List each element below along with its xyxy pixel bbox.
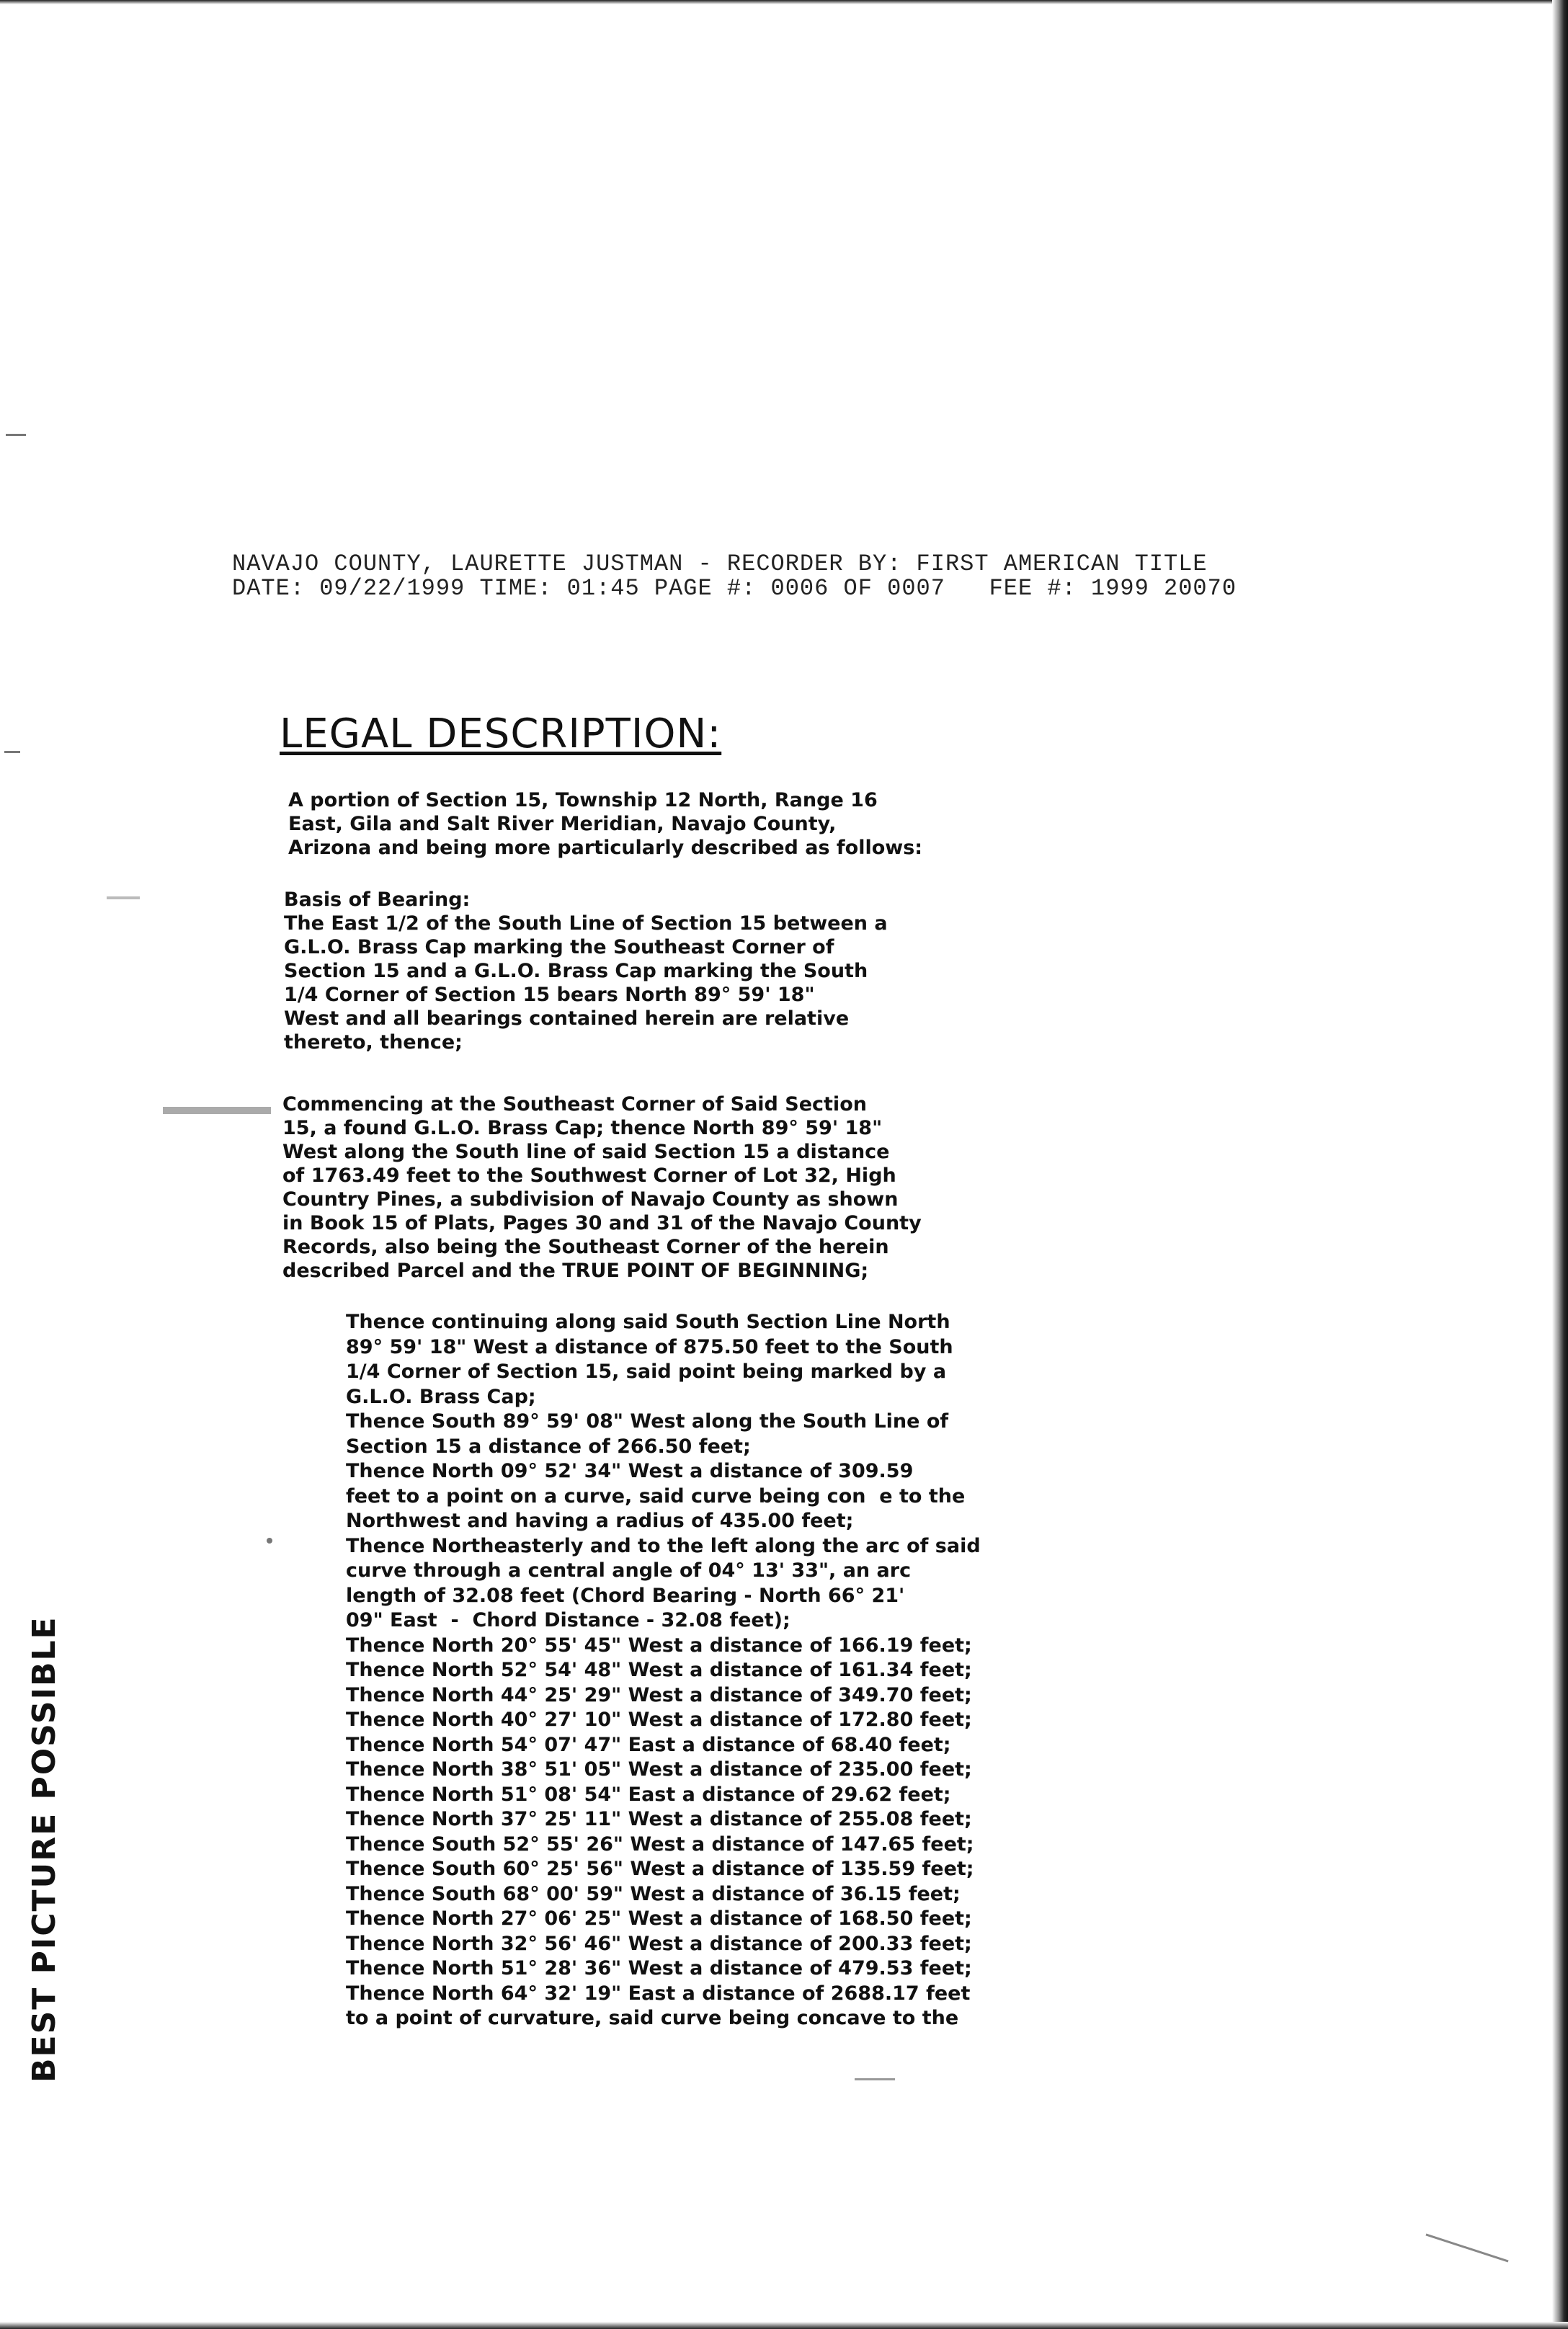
scan-mark [855, 2078, 895, 2080]
course-line: Thence North 32° 56' 46" West a distance of 200.33 feet; [346, 1932, 972, 1955]
courses-paragraph [346, 1310, 981, 2031]
scan-bottom-edge [0, 2322, 1568, 2329]
commencing-line: in Book 15 of Plats, Pages 30 and 31 of the Navajo County [282, 1212, 922, 1234]
basis-line: 1/4 Corner of Section 15 bears North 89° 59' 18" [284, 984, 815, 1006]
scan-mark [107, 896, 140, 899]
scan-top-edge [0, 0, 1568, 4]
basis-line: West and all bearings contained herein are relative [284, 1007, 850, 1030]
commencing-line: described Parcel and the TRUE POINT OF BEGINNING; [282, 1260, 869, 1282]
course-line: G.L.O. Brass Cap; [346, 1385, 536, 1408]
basis-line: Basis of Bearing: [284, 889, 471, 911]
course-line: curve through a central angle of 04° 13' 33", an arc [346, 1559, 912, 1582]
commencing-line: Country Pines, a subdivision of Navajo County as shown [282, 1188, 899, 1211]
course-line: Thence North 20° 55' 45" West a distance of 166.19 feet; [346, 1634, 972, 1657]
scan-mark [4, 751, 20, 753]
intro-line: Arizona and being more particularly described as follows: [288, 837, 923, 859]
intro-paragraph [288, 788, 922, 860]
intro-line: A portion of Section 15, Township 12 North, Range 16 [288, 789, 878, 811]
commencing-line: 15, a found G.L.O. Brass Cap; thence North 89° 59' 18" [282, 1117, 883, 1139]
course-line: Thence North 40° 27' 10" West a distance of 172.80 feet; [346, 1709, 972, 1731]
course-line: Thence North 51° 28' 36" West a distance of 479.53 feet; [346, 1957, 972, 1980]
commencing-paragraph [282, 1092, 922, 1283]
course-line: Thence South 60° 25' 56" West a distance of 135.59 feet; [346, 1858, 974, 1880]
course-line: Thence South 89° 59' 08" West along the South Line of [346, 1410, 949, 1433]
scan-right-edge [1552, 0, 1568, 2329]
course-line: Section 15 a distance of 266.50 feet; [346, 1435, 751, 1458]
course-line: length of 32.08 feet (Chord Bearing - North 66° 21' [346, 1584, 905, 1607]
recording-header [232, 552, 1313, 601]
course-line: Thence North 44° 25' 29" West a distance of 349.70 feet; [346, 1683, 972, 1706]
commencing-line: West along the South line of said Section 15 a distance [282, 1141, 890, 1163]
course-line: Thence South 52° 55' 26" West a distance of 147.65 feet; [346, 1833, 974, 1856]
recording-header-line-2: DATE: 09/22/1999 TIME: 01:45 PAGE #: 0006 OF 0007 FEE #: 1999 20070 [232, 575, 1237, 602]
course-line: Thence North 38° 51' 05" West a distance of 235.00 feet; [346, 1758, 972, 1781]
course-line: Thence North 27° 06' 25" West a distance of 168.50 feet; [346, 1907, 972, 1930]
course-line: to a point of curvature, said curve being concave to the [346, 2007, 959, 2029]
course-line: feet to a point on a curve, said curve being con e to the [346, 1484, 966, 1508]
course-line: Thence Northeasterly and to the left along the arc of said [346, 1534, 981, 1557]
best-picture-possible-stamp: BEST PICTURE POSSIBLE [26, 1616, 63, 2083]
commencing-line: Commencing at the Southeast Corner of Said Section [282, 1093, 867, 1115]
scan-mark [163, 1107, 271, 1114]
scan-mark [1425, 2234, 1508, 2263]
course-line: Thence South 68° 00' 59" West a distance of 36.15 feet; [346, 1882, 961, 1905]
basis-line: thereto, thence; [284, 1031, 463, 1054]
basis-line: The East 1/2 of the South Line of Section 15 between a [284, 912, 888, 935]
course-line: Thence North 54° 07' 47" East a distance of 68.40 feet; [346, 1733, 951, 1756]
course-line: Thence North 51° 08' 54" East a distance of 29.62 feet; [346, 1783, 951, 1806]
recording-header-line-1: NAVAJO COUNTY, LAURETTE JUSTMAN - RECORDER BY: FIRST AMERICAN TITLE [232, 551, 1208, 577]
course-line: 89° 59' 18" West a distance of 875.50 feet to the South [346, 1335, 953, 1358]
basis-line: Section 15 and a G.L.O. Brass Cap marking the South [284, 960, 868, 982]
course-line: Thence continuing along said South Section Line North [346, 1311, 950, 1333]
course-line: Thence North 64° 32' 19" East a distance of 2688.17 feet [346, 1982, 971, 2005]
course-line: Thence North 09° 52' 34" West a distance of 309.59 [346, 1460, 914, 1482]
course-line: 1/4 Corner of Section 15, said point being marked by a [346, 1361, 947, 1383]
legal-description-heading: LEGAL DESCRIPTION: [280, 711, 722, 757]
scan-mark [267, 1538, 272, 1544]
course-line: 09" East - Chord Distance - 32.08 feet); [346, 1609, 790, 1631]
basis-line: G.L.O. Brass Cap marking the Southeast Corner of [284, 936, 834, 958]
scan-mark [6, 434, 26, 436]
commencing-line: of 1763.49 feet to the Southwest Corner of Lot 32, High [282, 1164, 896, 1187]
intro-line: East, Gila and Salt River Meridian, Navajo County, [288, 813, 837, 835]
course-line: Thence North 52° 54' 48" West a distance of 161.34 feet; [346, 1659, 972, 1681]
basis-of-bearing-paragraph [284, 888, 888, 1054]
commencing-line: Records, also being the Southeast Corner of the herein [282, 1236, 889, 1258]
course-line: Thence North 37° 25' 11" West a distance of 255.08 feet; [346, 1808, 972, 1830]
course-line: Northwest and having a radius of 435.00 feet; [346, 1510, 854, 1532]
